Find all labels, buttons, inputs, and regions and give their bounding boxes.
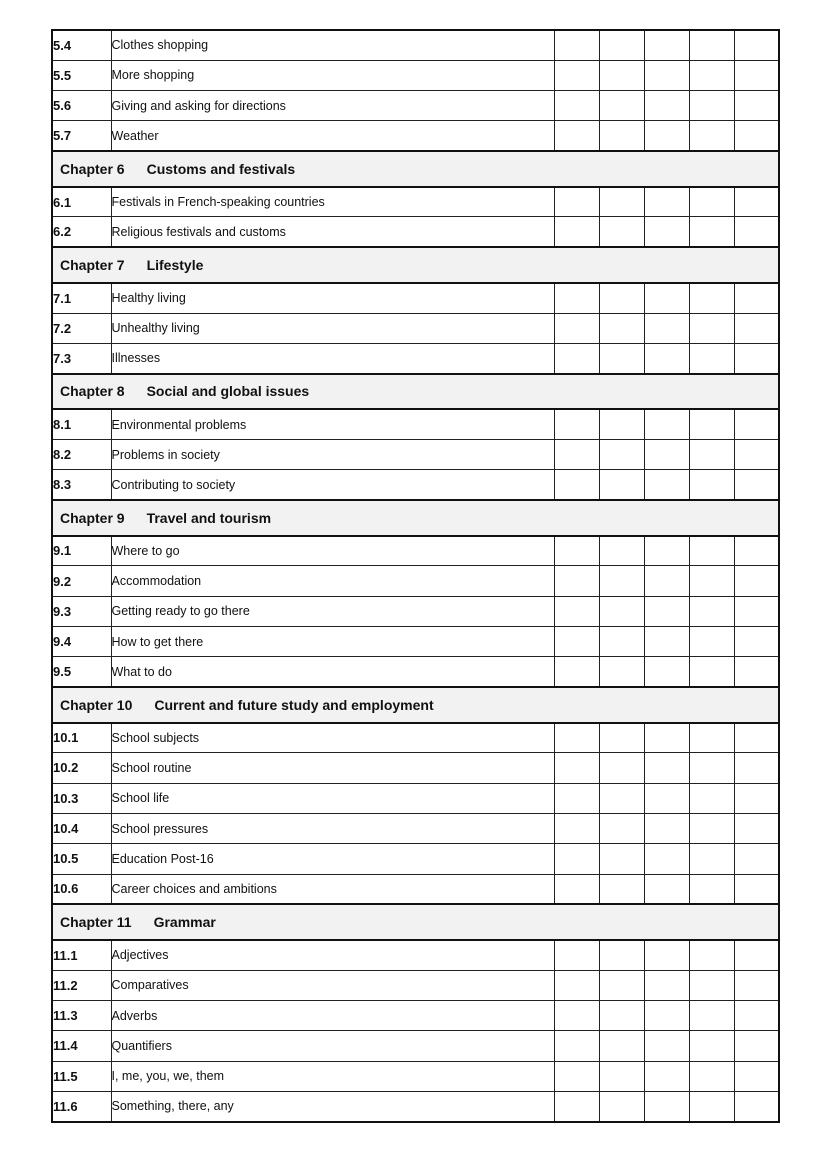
progress-tick-box[interactable] — [689, 1091, 734, 1121]
topic-row — [52, 409, 779, 439]
topic-number: 8.2 — [52, 439, 111, 469]
progress-tick-box[interactable] — [734, 439, 779, 469]
progress-tick-box[interactable] — [599, 626, 644, 656]
progress-tick-box[interactable] — [554, 91, 599, 121]
topic-row — [52, 1061, 779, 1091]
chapter-label: Chapter 9 — [60, 509, 125, 526]
progress-tick-box[interactable] — [734, 783, 779, 813]
progress-tick-box[interactable] — [689, 844, 734, 874]
progress-tick-box[interactable] — [599, 409, 644, 439]
progress-tick-box[interactable] — [599, 1061, 644, 1091]
topic-title: Religious festivals and customs — [111, 217, 554, 247]
topic-number: 9.5 — [52, 657, 111, 687]
progress-tick-box[interactable] — [644, 1000, 689, 1030]
topic-row — [52, 626, 779, 656]
progress-tick-box[interactable] — [689, 657, 734, 687]
topic-row — [52, 940, 779, 970]
progress-tick-box[interactable] — [734, 813, 779, 843]
progress-tick-box[interactable] — [554, 1061, 599, 1091]
topic-row — [52, 1000, 779, 1030]
progress-tick-box[interactable] — [644, 1031, 689, 1061]
progress-tick-box[interactable] — [554, 626, 599, 656]
progress-tick-box[interactable] — [644, 1061, 689, 1091]
topic-title: What to do — [111, 657, 554, 687]
progress-tick-box[interactable] — [554, 283, 599, 313]
progress-tick-box[interactable] — [689, 187, 734, 217]
progress-tick-box[interactable] — [734, 283, 779, 313]
chapter-label: Chapter 11 — [60, 914, 132, 931]
progress-tick-box[interactable] — [644, 723, 689, 753]
topic-number: 6.1 — [52, 187, 111, 217]
progress-tick-box[interactable] — [689, 313, 734, 343]
chapter-header-row — [52, 500, 779, 536]
progress-tick-box[interactable] — [734, 536, 779, 566]
progress-tick-box[interactable] — [689, 783, 734, 813]
progress-tick-box[interactable] — [734, 91, 779, 121]
progress-tick-box[interactable] — [734, 657, 779, 687]
topic-number: 5.4 — [52, 30, 111, 60]
progress-tick-box[interactable] — [599, 940, 644, 970]
progress-tick-box[interactable] — [554, 1000, 599, 1030]
topic-number: 10.1 — [52, 723, 111, 753]
progress-tick-box[interactable] — [554, 30, 599, 60]
progress-tick-box[interactable] — [599, 343, 644, 373]
progress-tick-box[interactable] — [734, 1061, 779, 1091]
progress-tick-box[interactable] — [689, 121, 734, 151]
progress-tick-box[interactable] — [734, 596, 779, 626]
progress-tick-box[interactable] — [554, 536, 599, 566]
chapter-title: Current and future study and employment — [154, 696, 434, 713]
progress-tick-box[interactable] — [734, 940, 779, 970]
topic-number: 11.4 — [52, 1031, 111, 1061]
topic-row — [52, 121, 779, 151]
progress-tick-box[interactable] — [554, 409, 599, 439]
progress-tick-box[interactable] — [599, 187, 644, 217]
progress-tick-box[interactable] — [644, 187, 689, 217]
progress-tick-box[interactable] — [599, 1031, 644, 1061]
progress-tick-box[interactable] — [599, 30, 644, 60]
topic-row — [52, 30, 779, 60]
topic-row — [52, 783, 779, 813]
progress-tick-box[interactable] — [689, 723, 734, 753]
topic-row — [52, 813, 779, 843]
topic-row — [52, 844, 779, 874]
progress-tick-box[interactable] — [644, 844, 689, 874]
progress-tick-box[interactable] — [644, 439, 689, 469]
progress-tick-box[interactable] — [554, 723, 599, 753]
topic-title: School life — [111, 783, 554, 813]
topic-title: Problems in society — [111, 439, 554, 469]
progress-tick-box[interactable] — [644, 596, 689, 626]
progress-tick-box[interactable] — [644, 91, 689, 121]
progress-tick-box[interactable] — [554, 439, 599, 469]
progress-tick-box[interactable] — [554, 813, 599, 843]
chapter-label: Chapter 10 — [60, 696, 133, 713]
topic-row — [52, 536, 779, 566]
topic-number: 9.3 — [52, 596, 111, 626]
progress-tick-box[interactable] — [644, 626, 689, 656]
progress-tick-box[interactable] — [554, 844, 599, 874]
topic-row — [52, 313, 779, 343]
progress-tick-box[interactable] — [599, 813, 644, 843]
topic-row — [52, 187, 779, 217]
topic-title: Illnesses — [111, 343, 554, 373]
topic-title: School routine — [111, 753, 554, 783]
progress-tick-box[interactable] — [644, 813, 689, 843]
topic-row — [52, 217, 779, 247]
progress-tick-box[interactable] — [554, 1091, 599, 1121]
progress-tick-box[interactable] — [734, 753, 779, 783]
topic-number: 11.3 — [52, 1000, 111, 1030]
progress-tick-box[interactable] — [689, 566, 734, 596]
progress-tick-box[interactable] — [689, 626, 734, 656]
progress-tick-box[interactable] — [689, 439, 734, 469]
progress-tick-box[interactable] — [689, 217, 734, 247]
progress-tick-box[interactable] — [554, 753, 599, 783]
topic-title: Clothes shopping — [111, 30, 554, 60]
progress-tick-box[interactable] — [644, 940, 689, 970]
progress-tick-box[interactable] — [734, 970, 779, 1000]
topic-number: 9.2 — [52, 566, 111, 596]
progress-tick-box[interactable] — [599, 874, 644, 904]
progress-tick-box[interactable] — [644, 1091, 689, 1121]
progress-tick-box[interactable] — [734, 313, 779, 343]
progress-tick-box[interactable] — [734, 121, 779, 151]
progress-tick-box[interactable] — [599, 313, 644, 343]
topic-title: Career choices and ambitions — [111, 874, 554, 904]
topic-title: Festivals in French-speaking countries — [111, 187, 554, 217]
progress-tick-box[interactable] — [689, 60, 734, 90]
progress-tick-box[interactable] — [599, 439, 644, 469]
topic-number: 5.6 — [52, 91, 111, 121]
progress-tick-box[interactable] — [599, 844, 644, 874]
progress-tick-box[interactable] — [644, 313, 689, 343]
progress-tick-box[interactable] — [554, 343, 599, 373]
progress-tick-box[interactable] — [734, 60, 779, 90]
topic-checklist-table — [51, 29, 780, 1123]
progress-tick-box[interactable] — [599, 566, 644, 596]
topic-row — [52, 1031, 779, 1061]
progress-tick-box[interactable] — [734, 566, 779, 596]
progress-tick-box[interactable] — [644, 657, 689, 687]
topic-title: Adverbs — [111, 1000, 554, 1030]
progress-tick-box[interactable] — [734, 470, 779, 500]
topic-title: Quantifiers — [111, 1031, 554, 1061]
progress-tick-box[interactable] — [554, 470, 599, 500]
progress-tick-box[interactable] — [644, 30, 689, 60]
chapter-header — [52, 904, 779, 940]
topic-row — [52, 970, 779, 1000]
chapter-header-row — [52, 374, 779, 410]
topic-row — [52, 1091, 779, 1121]
chapter-label: Chapter 6 — [60, 160, 125, 177]
topic-title: Giving and asking for directions — [111, 91, 554, 121]
topic-row — [52, 723, 779, 753]
progress-tick-box[interactable] — [554, 217, 599, 247]
topic-row — [52, 657, 779, 687]
topic-number: 9.4 — [52, 626, 111, 656]
topic-number: 11.5 — [52, 1061, 111, 1091]
chapter-header-row — [52, 904, 779, 940]
topic-row — [52, 439, 779, 469]
progress-tick-box[interactable] — [554, 874, 599, 904]
progress-tick-box[interactable] — [554, 657, 599, 687]
topic-title: Education Post-16 — [111, 844, 554, 874]
progress-tick-box[interactable] — [644, 60, 689, 90]
progress-tick-box[interactable] — [644, 536, 689, 566]
topic-title: School subjects — [111, 723, 554, 753]
progress-tick-box[interactable] — [734, 723, 779, 753]
topic-number: 5.5 — [52, 60, 111, 90]
progress-tick-box[interactable] — [644, 217, 689, 247]
topic-row — [52, 874, 779, 904]
chapter-header — [52, 247, 779, 283]
topic-title: Comparatives — [111, 970, 554, 1000]
progress-tick-box[interactable] — [554, 940, 599, 970]
topic-number: 9.1 — [52, 536, 111, 566]
progress-tick-box[interactable] — [689, 343, 734, 373]
topic-number: 10.3 — [52, 783, 111, 813]
topic-title: Environmental problems — [111, 409, 554, 439]
topic-number: 11.1 — [52, 940, 111, 970]
progress-tick-box[interactable] — [554, 566, 599, 596]
progress-tick-box[interactable] — [689, 470, 734, 500]
topic-number: 7.1 — [52, 283, 111, 313]
progress-tick-box[interactable] — [554, 970, 599, 1000]
topic-title: More shopping — [111, 60, 554, 90]
progress-tick-box[interactable] — [644, 343, 689, 373]
chapter-header — [52, 500, 779, 536]
topic-number: 7.3 — [52, 343, 111, 373]
progress-tick-box[interactable] — [599, 60, 644, 90]
progress-tick-box[interactable] — [599, 1091, 644, 1121]
chapter-title: Social and global issues — [146, 383, 310, 400]
progress-tick-box[interactable] — [599, 536, 644, 566]
progress-tick-box[interactable] — [689, 874, 734, 904]
progress-tick-box[interactable] — [554, 313, 599, 343]
progress-tick-box[interactable] — [689, 596, 734, 626]
topic-title: Adjectives — [111, 940, 554, 970]
topic-title: Something, there, any — [111, 1091, 554, 1121]
chapter-header-row — [52, 151, 779, 187]
progress-tick-box[interactable] — [689, 753, 734, 783]
progress-tick-box[interactable] — [599, 470, 644, 500]
progress-tick-box[interactable] — [644, 783, 689, 813]
progress-tick-box[interactable] — [734, 1000, 779, 1030]
topic-number: 8.3 — [52, 470, 111, 500]
progress-tick-box[interactable] — [689, 30, 734, 60]
chapter-title: Customs and festivals — [146, 160, 296, 177]
progress-tick-box[interactable] — [689, 1061, 734, 1091]
topic-row — [52, 283, 779, 313]
progress-tick-box[interactable] — [599, 121, 644, 151]
progress-tick-box[interactable] — [554, 1031, 599, 1061]
topic-number: 7.2 — [52, 313, 111, 343]
progress-tick-box[interactable] — [734, 343, 779, 373]
progress-tick-box[interactable] — [599, 217, 644, 247]
progress-tick-box[interactable] — [644, 566, 689, 596]
chapter-label: Chapter 7 — [60, 257, 125, 274]
progress-tick-box[interactable] — [644, 121, 689, 151]
progress-tick-box[interactable] — [644, 874, 689, 904]
progress-tick-box[interactable] — [554, 60, 599, 90]
progress-tick-box[interactable] — [644, 753, 689, 783]
progress-tick-box[interactable] — [734, 626, 779, 656]
topic-title: Getting ready to go there — [111, 596, 554, 626]
topic-row — [52, 566, 779, 596]
topic-number: 10.4 — [52, 813, 111, 843]
progress-tick-box[interactable] — [734, 1031, 779, 1061]
progress-tick-box[interactable] — [554, 783, 599, 813]
progress-tick-box[interactable] — [599, 723, 644, 753]
progress-tick-box[interactable] — [644, 283, 689, 313]
chapter-title: Travel and tourism — [146, 509, 272, 526]
topic-title: Contributing to society — [111, 470, 554, 500]
topic-number: 10.6 — [52, 874, 111, 904]
topic-title: How to get there — [111, 626, 554, 656]
topic-number: 8.1 — [52, 409, 111, 439]
progress-tick-box[interactable] — [599, 1000, 644, 1030]
progress-tick-box[interactable] — [734, 874, 779, 904]
topic-row — [52, 596, 779, 626]
chapter-header — [52, 151, 779, 187]
checklist-page — [51, 29, 778, 1123]
topic-row — [52, 91, 779, 121]
progress-tick-box[interactable] — [689, 91, 734, 121]
progress-tick-box[interactable] — [554, 121, 599, 151]
topic-title: Weather — [111, 121, 554, 151]
progress-tick-box[interactable] — [734, 844, 779, 874]
chapter-header-row — [52, 247, 779, 283]
chapter-title: Grammar — [153, 914, 216, 931]
progress-tick-box[interactable] — [734, 217, 779, 247]
progress-tick-box[interactable] — [599, 783, 644, 813]
topic-title: School pressures — [111, 813, 554, 843]
topic-number: 10.2 — [52, 753, 111, 783]
progress-tick-box[interactable] — [689, 970, 734, 1000]
chapter-header — [52, 374, 779, 410]
progress-tick-box[interactable] — [554, 187, 599, 217]
progress-tick-box[interactable] — [689, 1031, 734, 1061]
topic-title: Where to go — [111, 536, 554, 566]
progress-tick-box[interactable] — [599, 596, 644, 626]
progress-tick-box[interactable] — [599, 753, 644, 783]
progress-tick-box[interactable] — [599, 970, 644, 1000]
progress-tick-box[interactable] — [599, 657, 644, 687]
chapter-header-row — [52, 687, 779, 723]
progress-tick-box[interactable] — [689, 940, 734, 970]
progress-tick-box[interactable] — [734, 409, 779, 439]
progress-tick-box[interactable] — [689, 536, 734, 566]
topic-number: 5.7 — [52, 121, 111, 151]
chapter-label: Chapter 8 — [60, 383, 125, 400]
progress-tick-box[interactable] — [599, 91, 644, 121]
progress-tick-box[interactable] — [644, 970, 689, 1000]
progress-tick-box[interactable] — [644, 470, 689, 500]
progress-tick-box[interactable] — [689, 283, 734, 313]
progress-tick-box[interactable] — [734, 30, 779, 60]
topic-title: Healthy living — [111, 283, 554, 313]
progress-tick-box[interactable] — [689, 409, 734, 439]
progress-tick-box[interactable] — [734, 187, 779, 217]
topic-row — [52, 343, 779, 373]
progress-tick-box[interactable] — [554, 596, 599, 626]
topic-number: 11.6 — [52, 1091, 111, 1121]
topic-number: 11.2 — [52, 970, 111, 1000]
chapter-header — [52, 687, 779, 723]
topic-number: 6.2 — [52, 217, 111, 247]
topic-row — [52, 753, 779, 783]
chapter-title: Lifestyle — [146, 257, 204, 274]
progress-tick-box[interactable] — [644, 409, 689, 439]
checklist-body — [52, 30, 779, 1122]
progress-tick-box[interactable] — [599, 283, 644, 313]
topic-title: Unhealthy living — [111, 313, 554, 343]
topic-row — [52, 60, 779, 90]
progress-tick-box[interactable] — [689, 1000, 734, 1030]
progress-tick-box[interactable] — [689, 813, 734, 843]
topic-title: Accommodation — [111, 566, 554, 596]
progress-tick-box[interactable] — [734, 1091, 779, 1121]
topic-title: I, me, you, we, them — [111, 1061, 554, 1091]
topic-number: 10.5 — [52, 844, 111, 874]
topic-row — [52, 470, 779, 500]
